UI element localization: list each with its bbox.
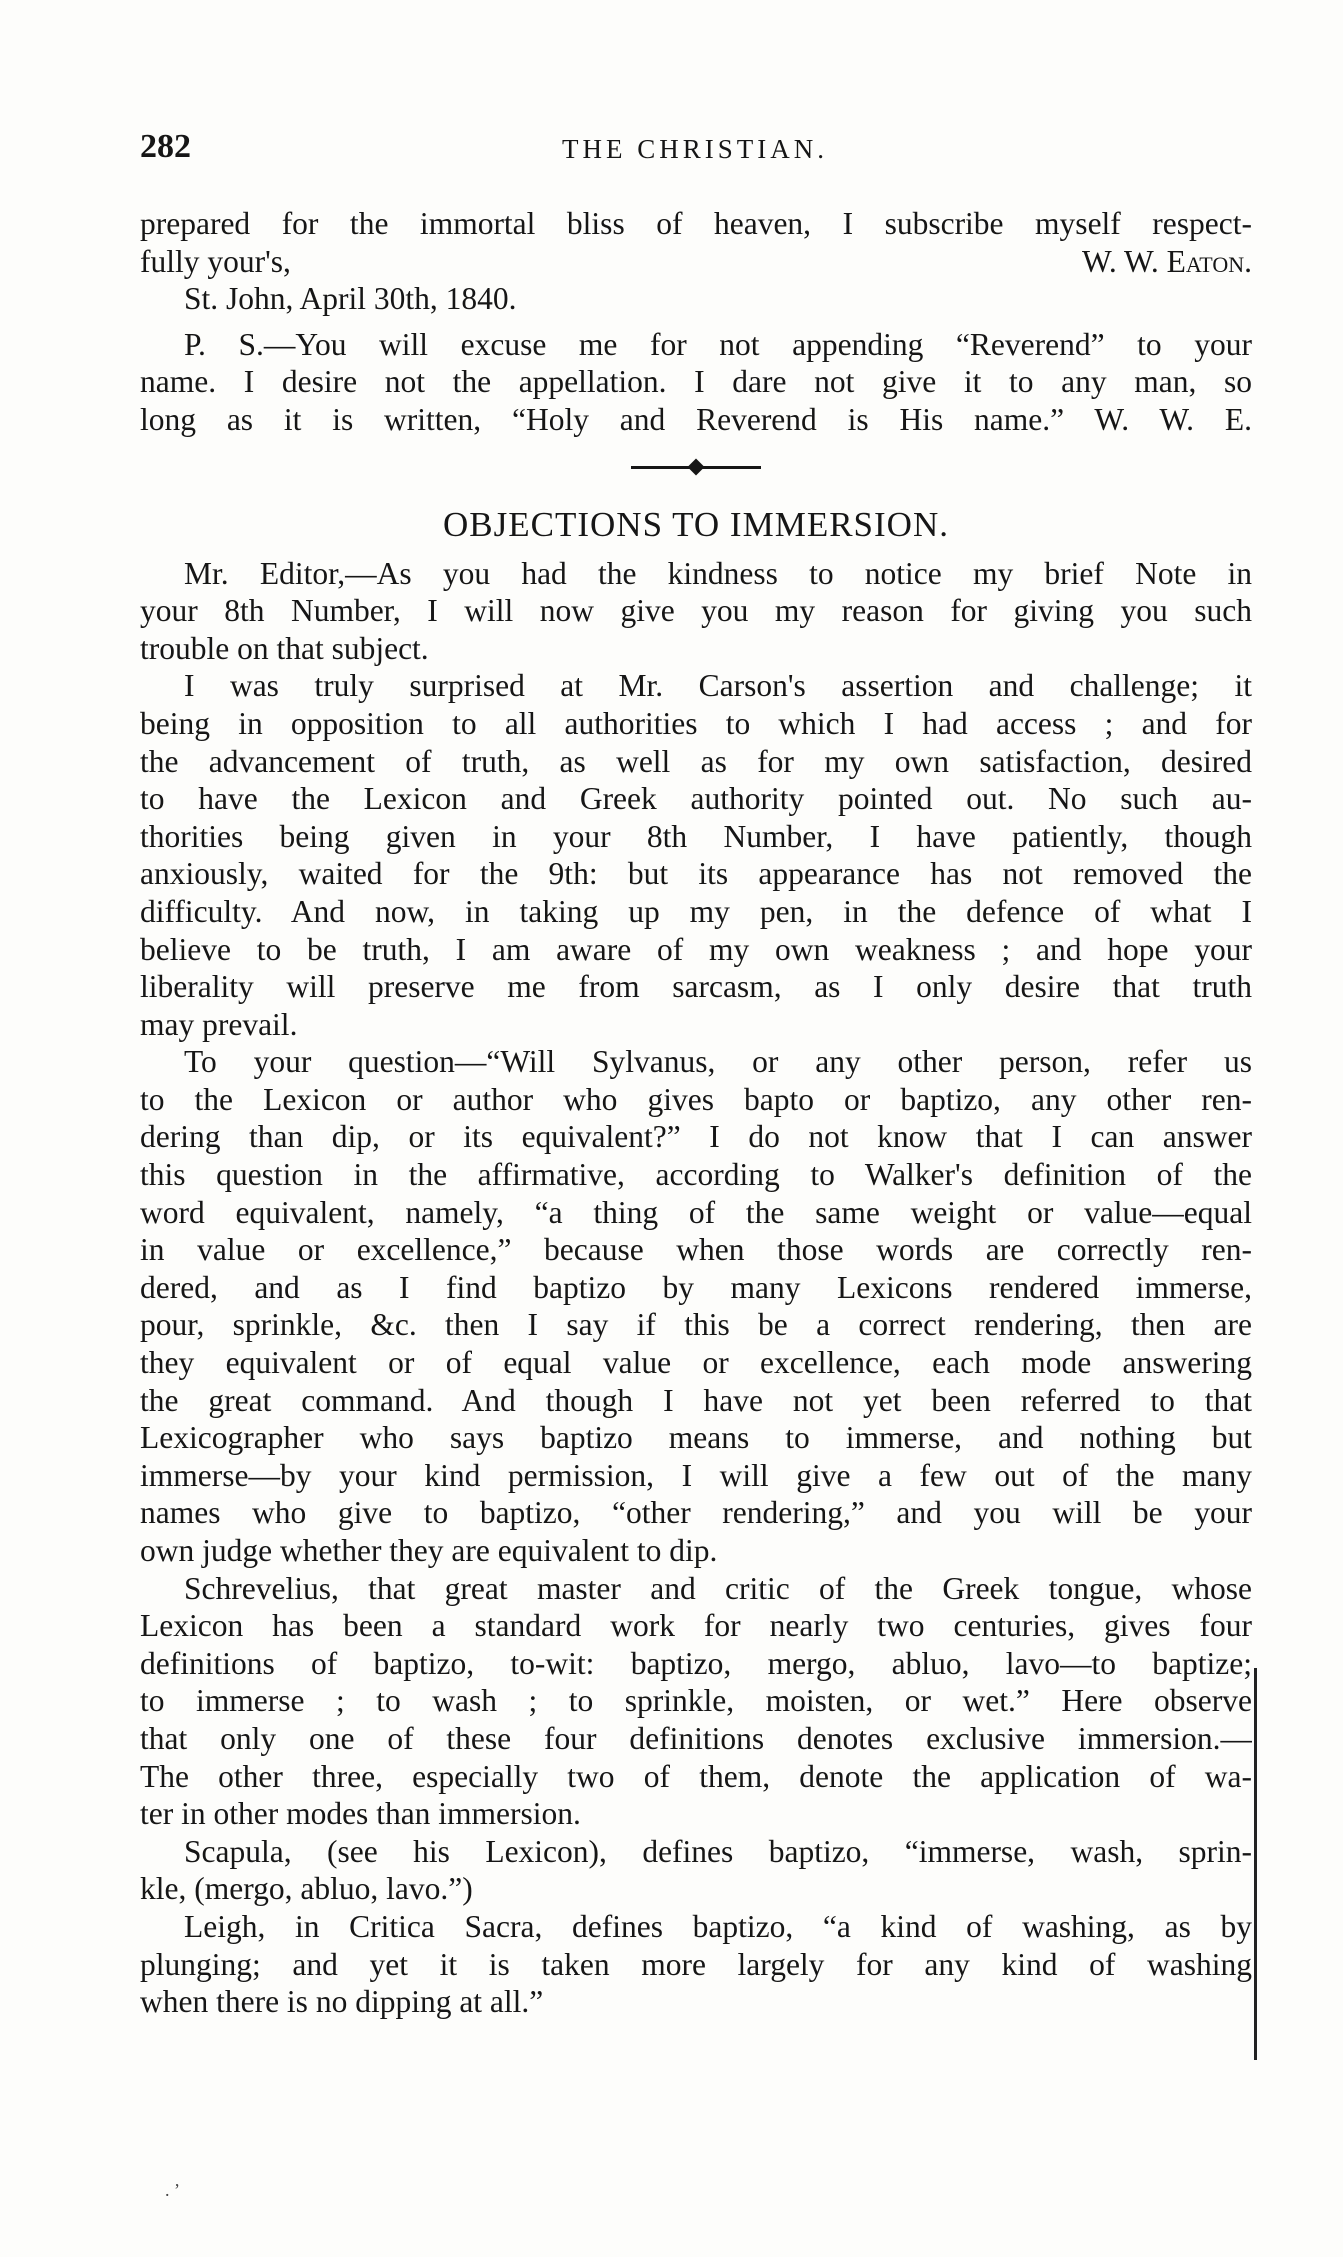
text-line: immerse—by your kind permission, I will give a few out of the many [140,1457,1252,1493]
text-line: the advancement of truth, as well as for my own satisfaction, desired [140,743,1252,779]
text-line: to immerse ; to wash ; to sprinkle, moisten, or wet.” Here observe [140,1683,1252,1719]
text-line: definitions of baptizo, to-wit: baptizo, mergo, abluo, lavo—to baptize; [140,1645,1252,1681]
text-line: fully your's, [140,243,291,279]
text-line: to have the Lexicon and Greek authority pointed out. No such au- [140,781,1252,817]
text-line: Leigh, in Critica Sacra, defines baptizo, “a kind of washing, as by [184,1908,1252,1944]
paragraph [140,1570,1252,1833]
text-line: To your question—“Will Sylvanus, or any other person, refer us [184,1044,1252,1080]
text-line: dered, and as I find baptizo by many Lexicons rendered immerse, [140,1269,1252,1305]
paragraph [140,667,1252,1043]
text-line: own judge whether they are equivalent to dip. [140,1533,718,1568]
paragraph [140,1833,1252,1908]
print-specks: . ’ [165,2180,180,2200]
text-line: names who give to baptizo, “other rendering,” and you will be your [140,1495,1252,1531]
text-line: I was truly surprised at Mr. Carson's assertion and challenge; it [184,668,1252,704]
margin-rule [1254,1668,1257,2060]
text-line: prepared for the immortal bliss of heaven, I subscribe myself respect- [140,206,1252,241]
postscript-line: P. S.—You will excuse me for not appending “Reverend” to your [184,326,1252,362]
text-line: believe to be truth, I am aware of my own weakness ; and hope your [140,931,1252,967]
text-line: the great command. And though I have not yet been referred to that [140,1382,1252,1418]
text-line: they equivalent or of equal value or excellence, each mode answering [140,1345,1252,1381]
text-line: word equivalent, namely, “a thing of the same weight or value—equal [140,1194,1252,1230]
diamond-ornament-icon [688,458,705,475]
page-header [140,128,1250,178]
signature: W. W. Eaton. [1082,243,1252,279]
text-line: in value or excellence,” because when those words are correctly ren- [140,1232,1252,1268]
text-line: The other three, especially two of them, denote the application of wa- [140,1758,1252,1794]
text-line: pour, sprinkle, &c. then I say if this be a correct rendering, then are [140,1307,1252,1343]
text-line: ter in other modes than immersion. [140,1796,581,1832]
text-line: your 8th Number, I will now give you my reason for giving you such [140,593,1252,629]
section-divider [140,439,1252,495]
article-title: OBJECTIONS TO IMMERSION. [443,504,949,544]
running-head: THE CHRISTIAN. [562,134,828,164]
text-line: being in opposition to all authorities to which I had access ; and for [140,705,1252,741]
text-line: that only one of these four definitions denotes exclusive immersion.— [140,1720,1252,1756]
postscript-line: name. I desire not the appellation. I dare not give it to any man, so [140,364,1252,400]
text-line: dering than dip, or its equivalent?” I do not know that I can answer [140,1119,1252,1155]
signature-line [140,243,1252,281]
text-line: thorities being given in your 8th Number, I have patiently, though [140,818,1252,854]
text-line: Mr. Editor,—As you had the kindness to notice my brief Note in [184,555,1252,591]
paragraph [140,555,1252,668]
letter-closing [140,205,1252,439]
postscript-line: long as it is written, “Holy and Reverend is His name.” W. W. E. [140,401,1252,437]
text-line: liberality will preserve me from sarcasm, as I only desire that truth [140,969,1252,1005]
text-line: Scapula, (see his Lexicon), defines baptizo, “immerse, wash, sprin- [184,1833,1252,1869]
text-line: Schrevelius, that great master and critic of the Greek tongue, whose [184,1570,1252,1606]
dateline: St. John, April 30th, 1840. [184,281,517,317]
text-line: this question in the affirmative, according to Walker's definition of the [140,1157,1252,1193]
text-line: difficulty. And now, in taking up my pen, in the defence of what I [140,893,1252,929]
text-line: to the Lexicon or author who gives bapto or baptizo, any other ren- [140,1081,1252,1117]
text-line: trouble on that subject. [140,630,429,666]
text-line: anxiously, waited for the 9th: but its appearance has not removed the [140,856,1252,892]
text-line: plunging; and yet it is taken more largely for any kind of washing [140,1946,1252,1982]
text-line: when there is no dipping at all.” [140,1984,544,2020]
paragraph [140,1043,1252,1569]
page-text [140,205,1252,2021]
page-number: 282 [140,128,191,165]
text-line: Lexicon has been a standard work for nearly two centuries, gives four [140,1608,1252,1644]
text-line: kle, (mergo, abluo, lavo.”) [140,1871,473,1907]
article-body [140,555,1252,2021]
text-line: may prevail. [140,1006,298,1042]
paragraph [140,1908,1252,2021]
text-line: Lexicographer who says baptizo means to immerse, and nothing but [140,1420,1252,1456]
